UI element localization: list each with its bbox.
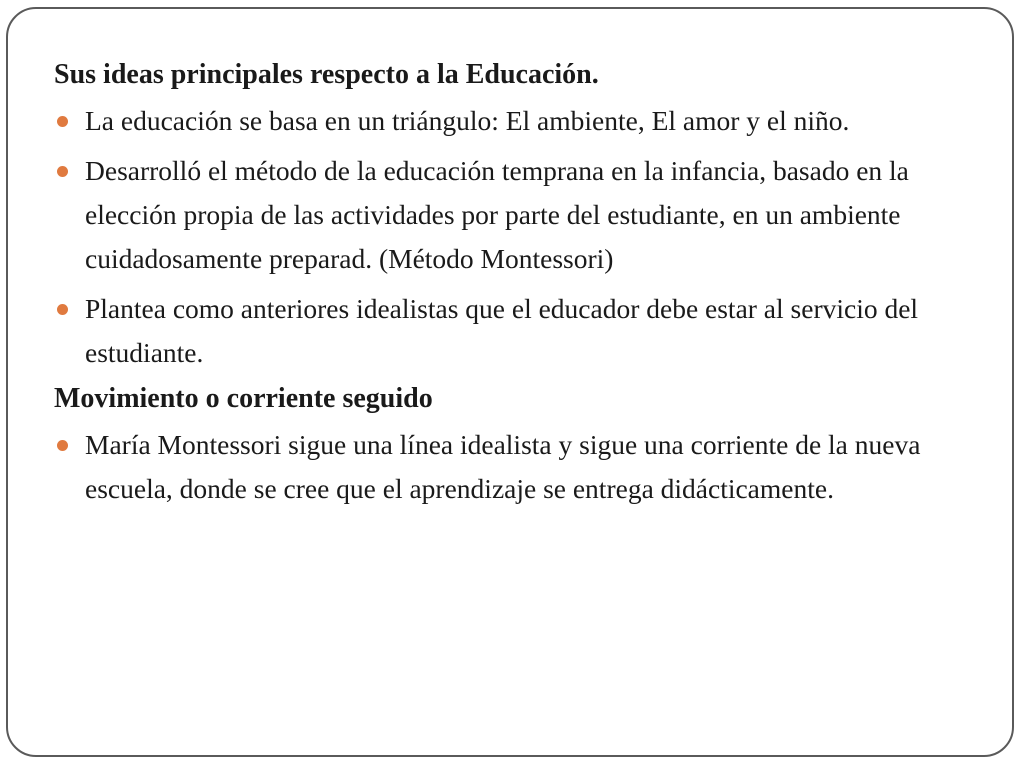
bullet-list-movement — [54, 423, 984, 511]
section-heading-movement: Movimiento o corriente seguido — [54, 383, 433, 414]
bullet-dot-icon — [57, 166, 68, 177]
bullet-list-ideas — [54, 99, 984, 375]
bullet-text: María Montessori sigue una línea idealista y sigue una corriente de la nueva escuela, donde se cree que el aprendizaje se entrega didácticamente. — [85, 429, 921, 504]
bullet-dot-icon — [57, 440, 68, 451]
bullet-item — [54, 287, 984, 375]
bullet-dot-icon — [57, 304, 68, 315]
bullet-text: Plantea como anteriores idealistas que el educador debe estar al servicio del estudiante. — [85, 293, 919, 368]
slide-content — [54, 53, 984, 511]
bullet-text: Desarrolló el método de la educación temprana en la infancia, basado en la elección propia de las actividades por parte del estudiante, en un ambiente cuidadosamente preparad. (Método Montessori) — [85, 155, 909, 274]
bullet-dot-icon — [57, 116, 68, 127]
bullet-text: La educación se basa en un triángulo: El ambiente, El amor y el niño. — [85, 105, 850, 136]
bullet-item — [54, 423, 984, 511]
section-heading-ideas: Sus ideas principales respecto a la Educación. — [54, 59, 599, 90]
bullet-item — [54, 149, 984, 281]
bullet-item — [54, 99, 984, 143]
slide-frame — [6, 7, 1014, 757]
